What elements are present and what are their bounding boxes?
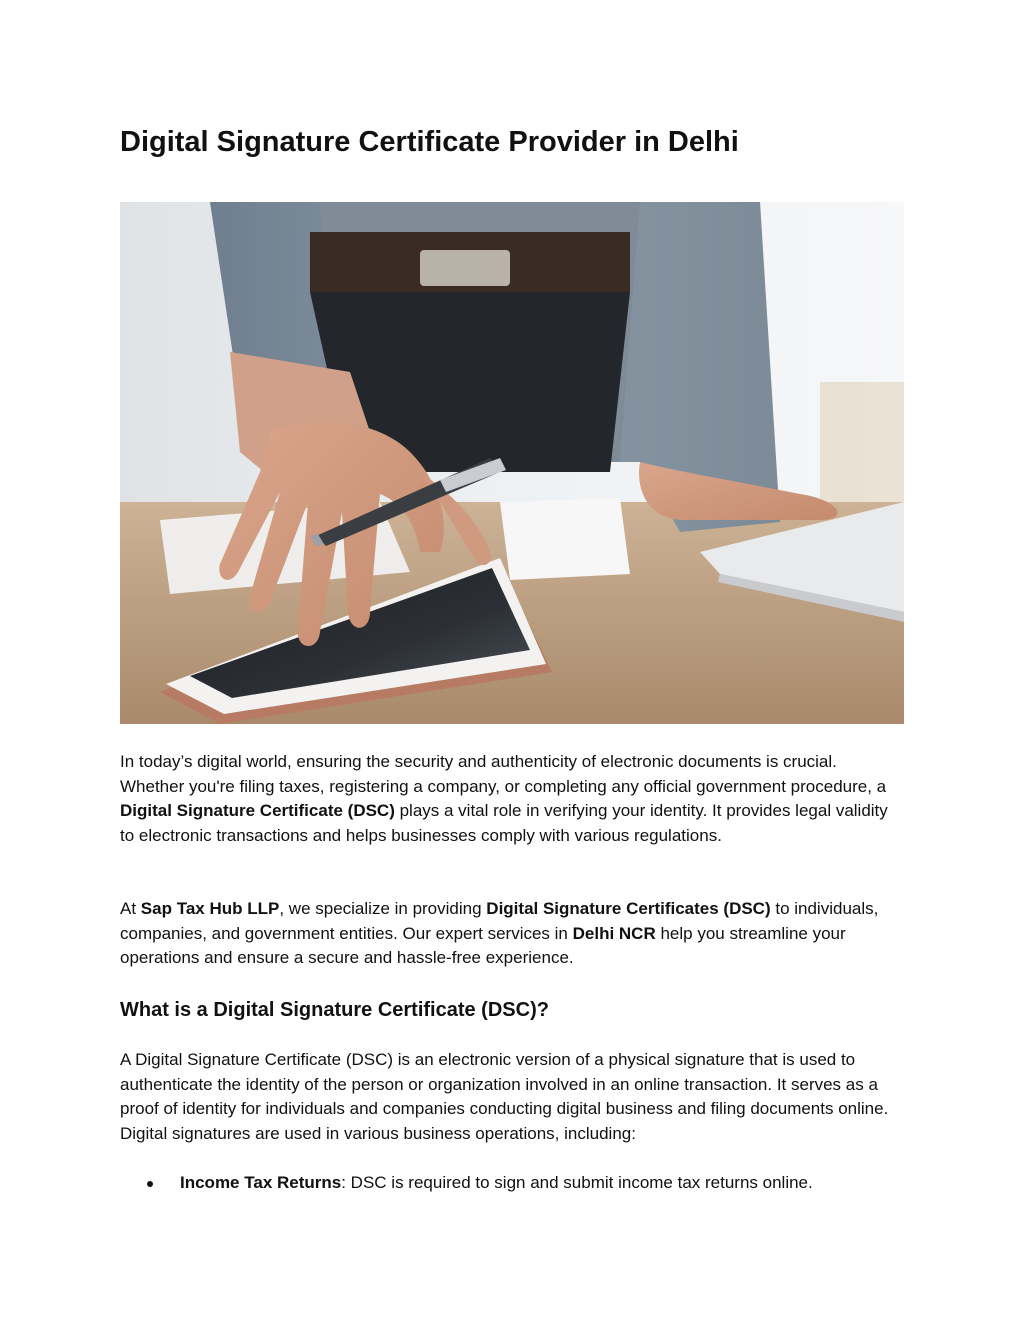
definition-text: A Digital Signature Certificate (DSC) is an electronic version of a physical signature that is used to authenticate the identity of the person or organization involved in an online transaction. It serves as a proof of identity for individuals and companies conducting digital business and filing documents online. — [120, 1050, 889, 1118]
section-heading: What is a Digital Signature Certificate (DSC)? — [120, 999, 549, 1021]
hand-tablet-photo-icon — [120, 202, 904, 724]
definition-lead: Digital signatures are used in various business operations, including: — [120, 1123, 636, 1143]
intro-dsc-term: Digital Signature Certificate (DSC) — [120, 801, 395, 820]
definition-paragraph — [120, 1048, 904, 1146]
list-item — [120, 1171, 904, 1196]
uses-list — [120, 1171, 904, 1196]
bullet-icon — [147, 1181, 153, 1187]
intro-paragraph — [120, 750, 904, 848]
document-title: Digital Signature Certificate Provider in Delhi — [120, 126, 739, 158]
about-paragraph — [120, 897, 904, 971]
list-item-desc: : DSC is required to sign and submit income tax returns online. — [341, 1173, 813, 1192]
about-dsc-term: Digital Signature Certificates (DSC) — [486, 899, 771, 918]
hero-image — [120, 202, 904, 724]
location-name: Delhi NCR — [572, 923, 656, 943]
about-text-3: to individuals, companies, and government entities. Our expert services in — [120, 899, 879, 943]
about-text-2: , we specialize in providing — [279, 899, 487, 918]
intro-text-2: plays a vital role in verifying your identity. It provides legal validity to electronic transactions and helps businesses comply with various regulations. — [120, 801, 888, 845]
about-text-4: help you streamline your operations and ensure a secure and hassle-free experience. — [120, 923, 846, 967]
intro-text-1: In today’s digital world, ensuring the security and authenticity of electronic documents is crucial. Whether you're filing taxes, registering a company, or completing any official government procedure, a — [120, 752, 887, 796]
company-name: Sap Tax Hub LLP — [140, 899, 280, 918]
about-text-1: At — [120, 899, 141, 918]
list-item-term: Income Tax Returns — [180, 1173, 342, 1192]
